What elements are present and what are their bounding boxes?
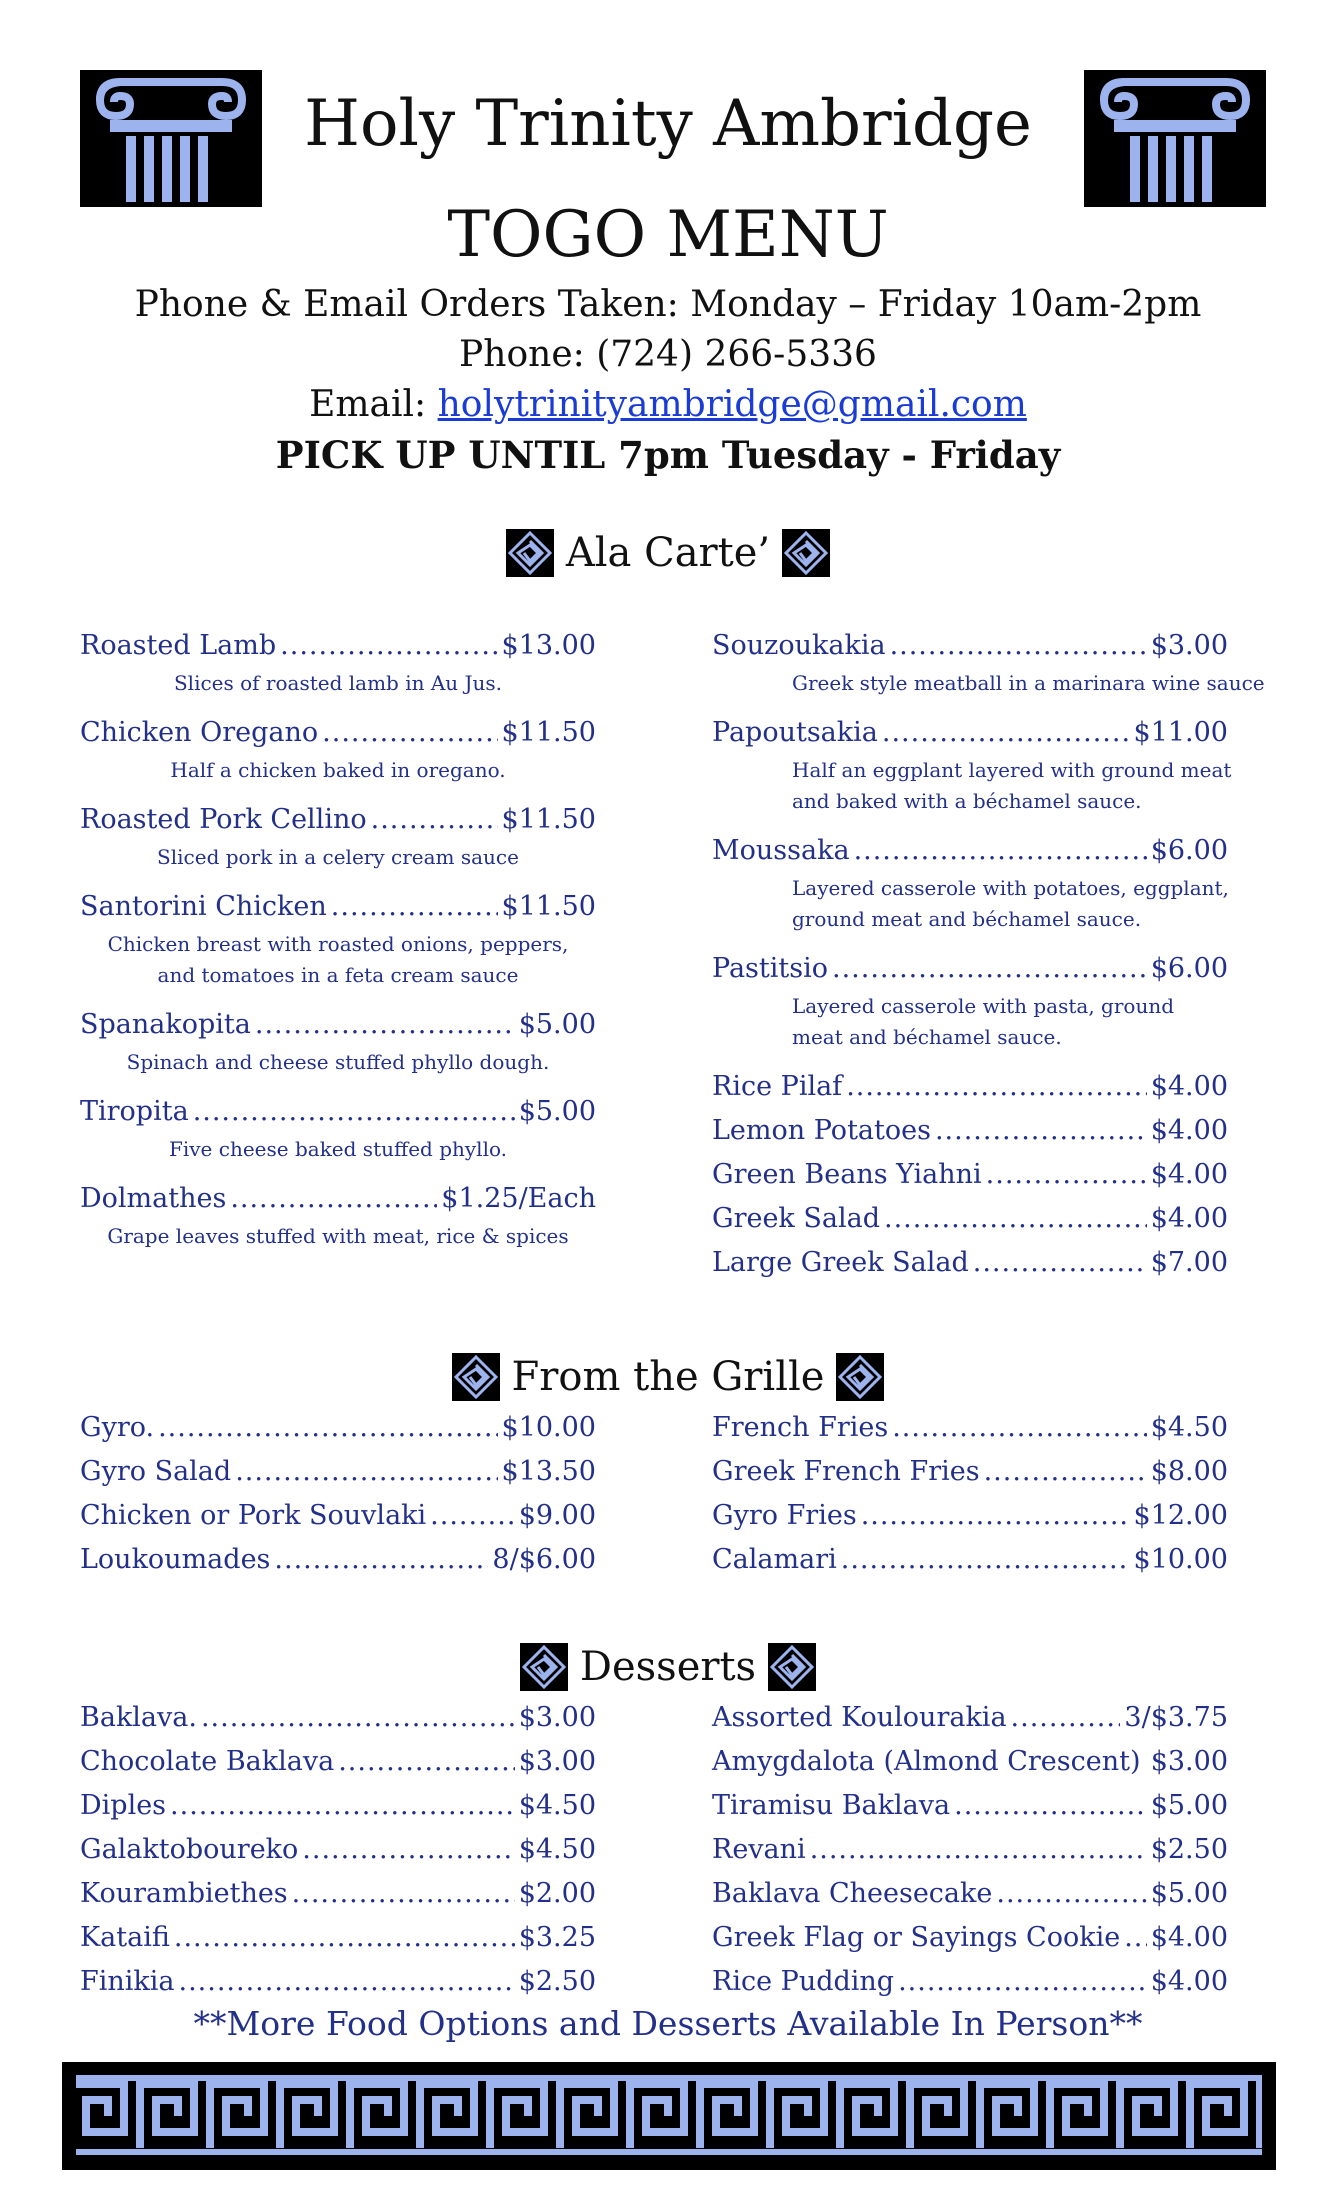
- menu-item-price: $13.00: [501, 630, 596, 661]
- section-title: Ala Carte’: [565, 530, 771, 576]
- menu-item: [712, 1740, 1228, 1784]
- menu-item-row: [80, 1494, 596, 1538]
- menu-item-name: Loukoumades: [80, 1544, 271, 1575]
- greek-key-border: [62, 2062, 1276, 2170]
- menu-item: [712, 1696, 1228, 1740]
- menu-item-name: Spanakopita: [80, 1009, 251, 1040]
- greek-key-icon: [506, 529, 554, 577]
- menu-item-row: [80, 1177, 596, 1221]
- menu-item-price: $3.00: [1150, 630, 1228, 661]
- dot-leader: [986, 1153, 1147, 1197]
- dot-leader: [201, 1696, 515, 1740]
- menu-item: [80, 624, 596, 711]
- menu-item-name: Moussaka: [712, 835, 850, 866]
- menu-item: [712, 1960, 1228, 2004]
- menu-item-row: [712, 1538, 1228, 1582]
- menu-item-name: Gyro Fries: [712, 1500, 857, 1531]
- menu-item-price: 3/$3.75: [1124, 1702, 1228, 1733]
- menu-item-row: [80, 798, 596, 842]
- menu-item-name: Green Beans Yiahni: [712, 1159, 982, 1190]
- grille-right-column: [712, 1406, 1228, 1582]
- menu-item: [80, 711, 596, 798]
- menu-item: [80, 1960, 596, 2004]
- menu-item-name: Chicken Oregano: [80, 717, 319, 748]
- menu-item-name: Revani: [712, 1834, 806, 1865]
- dot-leader: [430, 1494, 515, 1538]
- menu-item: [712, 1241, 1228, 1285]
- menu-item-row: [712, 624, 1228, 668]
- dot-leader: [884, 1197, 1147, 1241]
- menu-item: [712, 1538, 1228, 1582]
- dot-leader: [973, 1241, 1147, 1285]
- menu-item-name: Assorted Koulourakia: [712, 1702, 1007, 1733]
- menu-item-row: [80, 885, 596, 929]
- menu-item-description: meat and béchamel sauce.: [792, 1025, 1062, 1049]
- dot-leader: [1145, 1740, 1147, 1784]
- menu-item-price: $4.00: [1150, 1159, 1228, 1190]
- menu-item-name: Kataifi: [80, 1922, 170, 1953]
- menu-item-description: Layered casserole with pasta, ground: [792, 994, 1175, 1018]
- menu-item: [80, 1090, 596, 1177]
- menu-item-name: Roasted Pork Cellino: [80, 804, 367, 835]
- order-hours: Phone & Email Orders Taken: Monday – Friday 10am-2pm: [134, 284, 1202, 325]
- dot-leader: [882, 711, 1130, 755]
- menu-item-price: $4.00: [1150, 1203, 1228, 1234]
- menu-item-name: Diples: [80, 1790, 167, 1821]
- menu-item: [80, 1003, 596, 1090]
- menu-item-price: $3.00: [518, 1746, 596, 1777]
- menu-item-description: Chicken breast with roasted onions, peppers,: [107, 932, 569, 956]
- menu-item-price: $11.00: [1133, 717, 1228, 748]
- menu-item-name: Chicken or Pork Souvlaki: [80, 1500, 427, 1531]
- dot-leader: [996, 1872, 1146, 1916]
- menu-item-price: $12.00: [1133, 1500, 1228, 1531]
- menu-item-row: [80, 1872, 596, 1916]
- menu-item: [712, 1065, 1228, 1109]
- menu-item: [80, 1538, 596, 1582]
- menu-item-name: Gyro.: [80, 1412, 155, 1443]
- menu-item: [80, 1916, 596, 1960]
- menu-item-name: Galaktoboureko: [80, 1834, 299, 1865]
- menu-item-price: $2.00: [518, 1878, 596, 1909]
- menu-item-row: [712, 1065, 1228, 1109]
- dot-leader: [158, 1406, 497, 1450]
- menu-item-price: $2.50: [518, 1966, 596, 1997]
- menu-item-row: [712, 1960, 1228, 2004]
- menu-item-row: [80, 1450, 596, 1494]
- menu-item: [712, 1450, 1228, 1494]
- dot-leader: [861, 1494, 1130, 1538]
- menu-item-description: Half a chicken baked in oregano.: [170, 758, 506, 782]
- menu-item-name: Tiramisu Baklava: [712, 1790, 951, 1821]
- menu-item: [712, 1109, 1228, 1153]
- dot-leader: [890, 624, 1147, 668]
- menu-item-price: $4.00: [1150, 1071, 1228, 1102]
- menu-item-price: $5.00: [1150, 1878, 1228, 1909]
- menu-item-row: [712, 1406, 1228, 1450]
- menu-item-description: Spinach and cheese stuffed phyllo dough.: [126, 1050, 550, 1074]
- desserts-right-column: [712, 1696, 1228, 2004]
- menu-item-row: [80, 1740, 596, 1784]
- menu-item-row: [712, 829, 1228, 873]
- menu-item-description: Grape leaves stuffed with meat, rice & spices: [107, 1224, 569, 1248]
- greek-key-icon: [452, 1353, 500, 1401]
- menu-item: [712, 1872, 1228, 1916]
- menu-item: [80, 1494, 596, 1538]
- menu-item: [80, 798, 596, 885]
- menu-item-row: [712, 1109, 1228, 1153]
- menu-item-description: Greek style meatball in a marinara wine sauce: [792, 671, 1265, 695]
- dot-leader: [331, 885, 498, 929]
- menu-item-row: [80, 1406, 596, 1450]
- menu-item-name: Roasted Lamb: [80, 630, 277, 661]
- menu-item-description: Slices of roasted lamb in Au Jus.: [173, 671, 503, 695]
- menu-item-name: Rice Pilaf: [712, 1071, 843, 1102]
- menu-item-price: $4.00: [1150, 1115, 1228, 1146]
- menu-item-row: [712, 1784, 1228, 1828]
- dot-leader: [1011, 1696, 1121, 1740]
- dot-leader: [832, 947, 1147, 991]
- dot-leader: [170, 1784, 515, 1828]
- menu-item-price: $11.50: [501, 717, 596, 748]
- menu-item-row: [712, 1872, 1228, 1916]
- menu-item-name: Gyro Salad: [80, 1456, 232, 1487]
- section-title: Desserts: [579, 1644, 757, 1690]
- dot-leader: [292, 1872, 515, 1916]
- menu-item: [712, 1916, 1228, 1960]
- menu-item-price: $10.00: [501, 1412, 596, 1443]
- menu-item-description: Layered casserole with potatoes, eggplant,: [792, 876, 1229, 900]
- desserts-left-column: [80, 1696, 596, 2004]
- email-link[interactable]: holytrinityambridge@gmail.com: [437, 384, 1027, 425]
- dot-leader: [280, 624, 497, 668]
- menu-item-row: [712, 1696, 1228, 1740]
- menu-item-price: $4.50: [1150, 1412, 1228, 1443]
- menu-item-row: [712, 1916, 1228, 1960]
- menu-item-description: Sliced pork in a celery cream sauce: [157, 845, 519, 869]
- menu-item-row: [80, 711, 596, 755]
- menu-item-name: Calamari: [712, 1544, 837, 1575]
- menu-item: [712, 1828, 1228, 1872]
- menu-item-row: [80, 1696, 596, 1740]
- menu-item: [712, 1406, 1228, 1450]
- menu-item: [712, 829, 1228, 947]
- menu-item-name: Papoutsakia: [712, 717, 878, 748]
- dot-leader: [892, 1406, 1146, 1450]
- menu-item-name: Lemon Potatoes: [712, 1115, 931, 1146]
- menu-item-price: 8/$6.00: [492, 1544, 596, 1575]
- menu-item: [80, 1450, 596, 1494]
- menu-item-price: $5.00: [518, 1009, 596, 1040]
- menu-item-price: $4.00: [1150, 1966, 1228, 1997]
- dot-leader: [235, 1450, 497, 1494]
- menu-item-price: $7.00: [1150, 1247, 1228, 1278]
- menu-item-description: Half an eggplant layered with ground meat: [792, 758, 1232, 782]
- dot-leader: [810, 1828, 1147, 1872]
- menu-item-price: $2.50: [1150, 1834, 1228, 1865]
- menu-item-name: Santorini Chicken: [80, 891, 327, 922]
- menu-item-row: [80, 1538, 596, 1582]
- menu-item-description: ground meat and béchamel sauce.: [792, 907, 1142, 931]
- section-heading-desserts: [0, 1636, 1336, 1695]
- menu-item-price: $6.00: [1150, 835, 1228, 866]
- section-heading-ala-carte: [0, 522, 1336, 581]
- dot-leader: [193, 1090, 515, 1134]
- menu-item: [712, 1494, 1228, 1538]
- menu-item-name: French Fries: [712, 1412, 889, 1443]
- menu-item-row: [712, 711, 1228, 755]
- menu-item-name: Greek French Fries: [712, 1456, 980, 1487]
- dot-leader: [841, 1538, 1130, 1582]
- menu-item-price: $5.00: [1150, 1790, 1228, 1821]
- menu-item-price: $4.00: [1150, 1922, 1228, 1953]
- dot-leader: [255, 1003, 515, 1047]
- menu-item-description: and baked with a béchamel sauce.: [792, 789, 1142, 813]
- menu-item-row: [712, 1197, 1228, 1241]
- dot-leader: [174, 1916, 515, 1960]
- menu-item: [712, 1197, 1228, 1241]
- section-title: From the Grille: [511, 1354, 825, 1400]
- menu-item-price: $4.50: [518, 1790, 596, 1821]
- phone-number: Phone: (724) 266-5336: [459, 334, 877, 375]
- email-line: [0, 380, 1336, 430]
- menu-item-price: $4.50: [518, 1834, 596, 1865]
- greek-key-icon: [836, 1353, 884, 1401]
- ala-carte-right-column: [712, 624, 1265, 1285]
- dot-leader: [230, 1177, 437, 1221]
- dot-leader: [846, 1065, 1147, 1109]
- menu-item: [712, 624, 1265, 711]
- dot-leader: [935, 1109, 1147, 1153]
- menu-item-price: $13.50: [501, 1456, 596, 1487]
- menu-item: [712, 711, 1232, 829]
- menu-item-row: [80, 1960, 596, 2004]
- menu-item-name: Chocolate Baklava: [80, 1746, 335, 1777]
- dot-leader: [854, 829, 1147, 873]
- menu-item-name: Baklava Cheesecake: [712, 1878, 993, 1909]
- dot-leader: [338, 1740, 514, 1784]
- menu-item-description: and tomatoes in a feta cream sauce: [157, 963, 519, 987]
- greek-key-icon: [768, 1643, 816, 1691]
- greek-key-icon: [520, 1643, 568, 1691]
- menu-item-row: [712, 1241, 1228, 1285]
- menu-item: [80, 1177, 596, 1264]
- menu-item-description: Five cheese baked stuffed phyllo.: [168, 1137, 508, 1161]
- dot-leader: [274, 1538, 488, 1582]
- menu-item: [80, 1784, 596, 1828]
- dot-leader: [179, 1960, 515, 2004]
- menu-item-row: [80, 1784, 596, 1828]
- ala-carte-left-column: [80, 624, 596, 1264]
- menu-item-row: [80, 1003, 596, 1047]
- menu-item-row: [712, 1740, 1228, 1784]
- menu-item-name: Baklava.: [80, 1702, 197, 1733]
- menu-item-price: $11.50: [501, 891, 596, 922]
- dot-leader: [954, 1784, 1147, 1828]
- menu-item-row: [712, 947, 1228, 991]
- menu-item-name: Greek Flag or Sayings Cookie: [712, 1922, 1121, 1953]
- menu-item-name: Amygdalota (Almond Crescent): [712, 1746, 1141, 1777]
- menu-item-row: [712, 1450, 1228, 1494]
- menu-item-name: Dolmathes: [80, 1183, 227, 1214]
- menu-item-price: $8.00: [1150, 1456, 1228, 1487]
- menu-item: [712, 947, 1228, 1065]
- menu-item-row: [712, 1153, 1228, 1197]
- menu-item-price: $6.00: [1150, 953, 1228, 984]
- menu-item-row: [712, 1828, 1228, 1872]
- menu-item-row: [80, 1916, 596, 1960]
- dot-leader: [898, 1960, 1147, 2004]
- menu-item: [80, 1696, 596, 1740]
- menu-item-price: $3.00: [1150, 1746, 1228, 1777]
- pickup-hours: PICK UP UNTIL 7pm Tuesday - Friday: [275, 433, 1061, 477]
- menu-item: [80, 1406, 596, 1450]
- menu-item: [712, 1153, 1228, 1197]
- menu-item-price: $5.00: [518, 1096, 596, 1127]
- menu-item-price: $9.00: [518, 1500, 596, 1531]
- menu-item-name: Large Greek Salad: [712, 1247, 969, 1278]
- menu-item-name: Pastitsio: [712, 953, 828, 984]
- menu-item-name: Finikia: [80, 1966, 175, 1997]
- menu-item: [712, 1784, 1228, 1828]
- menu-subtitle: TOGO MENU: [447, 198, 889, 272]
- section-heading-grille: [0, 1346, 1336, 1405]
- dot-leader: [302, 1828, 514, 1872]
- menu-item-price: $10.00: [1133, 1544, 1228, 1575]
- menu-item-row: [80, 1090, 596, 1134]
- email-label: Email:: [309, 384, 438, 425]
- menu-item-price: $11.50: [501, 804, 596, 835]
- menu-item-name: Kourambiethes: [80, 1878, 288, 1909]
- dot-leader: [322, 711, 497, 755]
- dot-leader: [1124, 1916, 1147, 1960]
- page-title: Holy Trinity Ambridge: [304, 87, 1032, 161]
- menu-item-row: [80, 1828, 596, 1872]
- menu-item-row: [712, 1494, 1228, 1538]
- footer-note: **More Food Options and Desserts Available In Person**: [193, 2004, 1143, 2043]
- grille-left-column: [80, 1406, 596, 1582]
- menu-item: [80, 1740, 596, 1784]
- menu-item-price: $3.00: [518, 1702, 596, 1733]
- menu-item-name: Tiropita: [80, 1096, 189, 1127]
- menu-item-name: Souzoukakia: [712, 630, 886, 661]
- menu-item-price: $3.25: [518, 1922, 596, 1953]
- dot-leader: [371, 798, 498, 842]
- menu-item: [80, 1872, 596, 1916]
- menu-item: [80, 1828, 596, 1872]
- greek-key-icon: [782, 529, 830, 577]
- menu-item: [80, 885, 596, 1003]
- menu-item-name: Greek Salad: [712, 1203, 880, 1234]
- menu-item-name: Rice Pudding: [712, 1966, 895, 1997]
- menu-item-price: $1.25/Each: [441, 1183, 596, 1214]
- menu-item-row: [80, 624, 596, 668]
- dot-leader: [984, 1450, 1147, 1494]
